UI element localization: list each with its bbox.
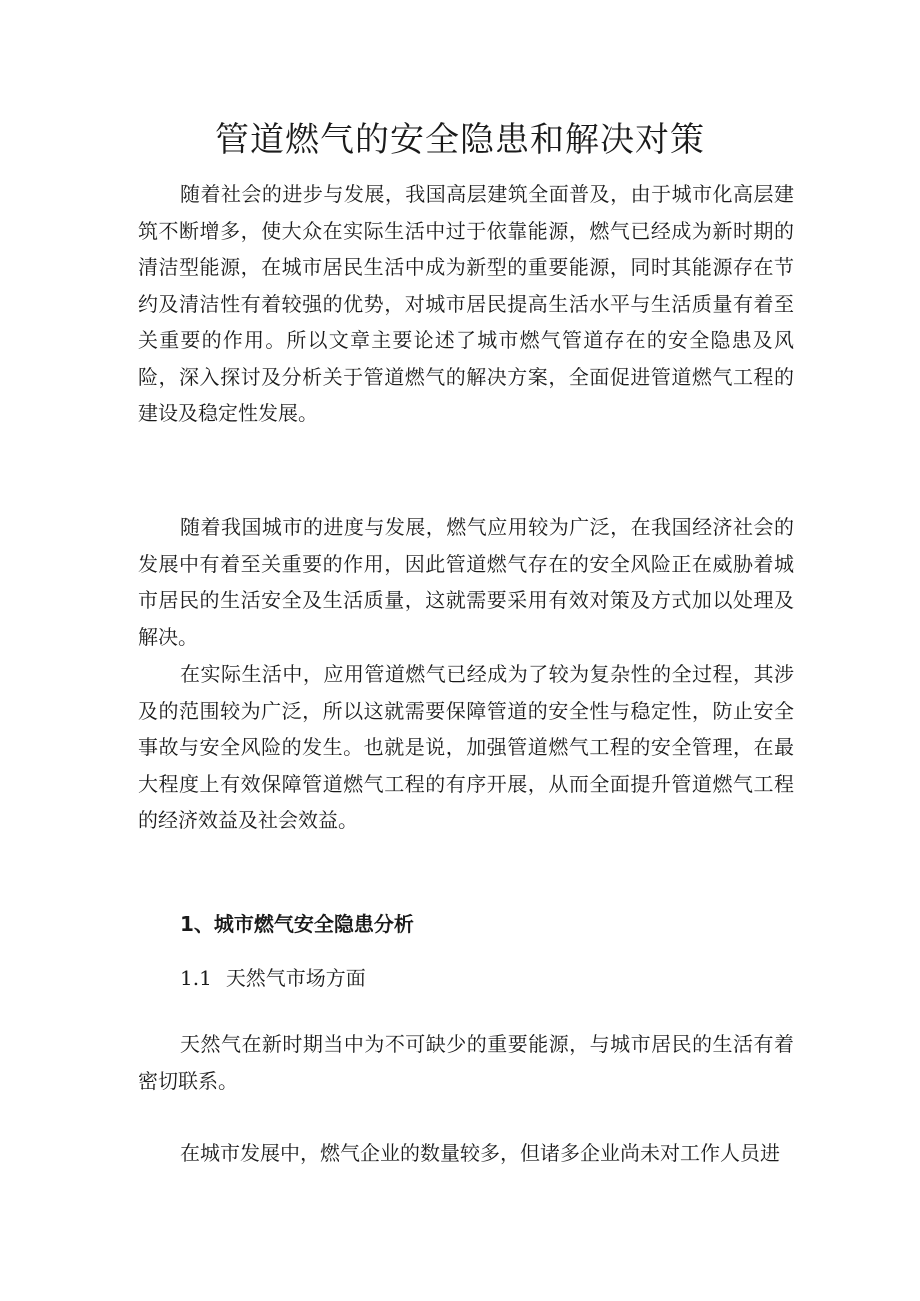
subsection-heading: [180, 960, 366, 996]
paragraph-enterprises: 在城市发展中，燃气企业的数量较多，但诸多企业尚未对工作人员进: [180, 1141, 780, 1165]
document-title: 管道燃气的安全隐患和解决对策: [215, 120, 705, 160]
paragraph-practice: 在实际生活中，应用管道燃气已经成为了较为复杂性的全过程，其涉及的范围较为广泛，所以这就需要保障管道的安全性与稳定性，防止安全事故与安全风险的发生。也就是说，加强管道燃气工程的安全管理，在最大程度上有效保障管道燃气工程的有序开展，从而全面提升管道燃气工程的经济效益及社会效益。: [138, 662, 794, 832]
section-heading: 1、城市燃气安全隐患分析: [180, 912, 414, 936]
paragraph-development: 随着我国城市的进度与发展，燃气应用较为广泛，在我国经济社会的发展中有着至关重要的作用，因此管道燃气存在的安全风险正在威胁着城市居民的生活安全及生活质量，这就需要采用有效对策及方式加以处理及解决。: [138, 515, 794, 649]
paragraph-intro: 随着社会的进步与发展，我国高层建筑全面普及，由于城市化高层建筑不断增多，使大众在实际生活中过于依靠能源，燃气已经成为新时期的清洁型能源，在城市居民生活中成为新型的重要能源，同时其能源存在节约及清洁性有着较强的优势，对城市居民提高生活水平与生活质量有着至关重要的作用。所以文章主要论述了城市燃气管道存在的安全隐患及风险，深入探讨及分析关于管道燃气的解决方案，全面促进管道燃气工程的建设及稳定性发展。: [138, 182, 794, 425]
paragraph-natural-gas: 天然气在新时期当中为不可缺少的重要能源，与城市居民的生活有着密切联系。: [138, 1032, 794, 1093]
subsection-title: 天然气市场方面: [225, 966, 366, 990]
subsection-number: 1.1: [180, 966, 212, 990]
